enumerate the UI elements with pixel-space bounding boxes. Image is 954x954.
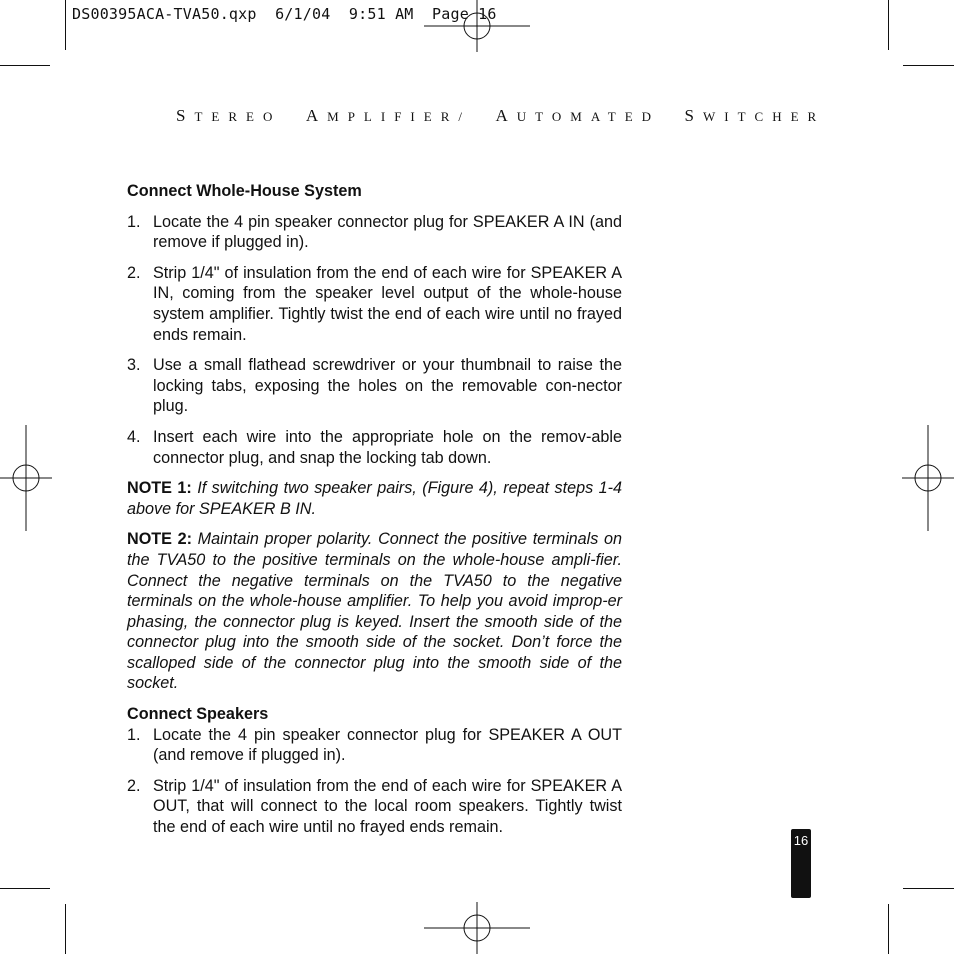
step-text: Locate the 4 pin speaker connector plug for SPEAKER A IN (and remove if plugged in).	[153, 212, 622, 252]
step-number: 1.	[127, 212, 141, 231]
crop-mark-bottom-left-horizontal	[0, 888, 50, 889]
step-text: Locate the 4 pin speaker connector plug for SPEAKER A OUT (and remove if plugged in).	[153, 725, 622, 765]
crop-mark-top-right-horizontal	[903, 65, 954, 66]
page-content	[127, 181, 622, 848]
step-number: 2.	[127, 776, 141, 795]
note-2	[127, 529, 622, 694]
list-item	[127, 725, 622, 766]
note-text: Maintain proper polarity. Connect the positive terminals on the TVA50 to the positive terminals on the whole-house ampli-fier. Connect the negative terminals on the TVA50 to the negative terminals on the whole-house amplifier. To help you avoid improp-er phasing, the connector plug is keyed. Insert the smooth side of the connector plug into the smooth side of the socket. Don’t force the scalloped side of the connector plug into the smooth side of the socket.	[127, 530, 623, 693]
speaker-steps	[127, 725, 622, 838]
registration-mark-left-icon	[0, 425, 52, 531]
registration-mark-top-icon	[424, 0, 530, 52]
crop-mark-bottom-right-vertical	[888, 904, 889, 954]
crop-mark-top-left-horizontal	[0, 65, 50, 66]
crop-mark-bottom-right-horizontal	[903, 888, 954, 889]
list-item	[127, 427, 622, 468]
list-item	[127, 355, 622, 417]
slug-line: DS00395ACA-TVA50.qxp 6/1/04 9:51 AM Page 16	[72, 5, 497, 23]
running-head-cap: A	[305, 106, 328, 125]
list-item	[127, 263, 622, 345]
note-text: If switching two speaker pairs, (Figure 4), repeat steps 1-4 above for SPEAKER B IN.	[127, 479, 623, 518]
running-head-separator: /	[458, 109, 471, 124]
running-head-word: TEREO	[194, 109, 282, 124]
list-item	[127, 776, 622, 838]
whole-house-steps	[127, 212, 622, 469]
registration-mark-bottom-icon	[424, 902, 530, 954]
note-label: NOTE 1:	[127, 479, 192, 498]
note-1	[127, 478, 622, 519]
crop-mark-top-left-vertical	[65, 0, 66, 50]
section-heading-speakers: Connect Speakers	[127, 705, 269, 724]
step-text: Strip 1/4" of insulation from the end of each wire for SPEAKER A IN, coming from the speaker level output of the whole-house system amplifier. Tightly twist the end of each wire until no frayed ends remain.	[153, 263, 622, 344]
step-text: Use a small flathead screwdriver or your thumbnail to raise the locking tabs, exposing the holes on the removable con-nector plug.	[153, 356, 622, 416]
step-number: 3.	[127, 356, 141, 375]
page-number-tab	[791, 829, 811, 898]
step-text: Insert each wire into the appropriate hole on the remov-able connector plug, and snap the locking tab down.	[153, 427, 622, 467]
registration-mark-right-icon	[902, 425, 954, 531]
step-number: 2.	[127, 263, 141, 282]
running-head-word: WITCHER	[703, 109, 826, 124]
step-text: Strip 1/4" of insulation from the end of each wire for SPEAKER A OUT, that will connect to the local room speakers. Tightly twist the end of each wire until no frayed ends remain.	[153, 776, 622, 837]
page-number: 16	[793, 833, 809, 848]
crop-mark-top-right-vertical	[888, 0, 889, 50]
running-head-cap: A	[495, 106, 517, 125]
note-label: NOTE 2:	[127, 530, 193, 549]
running-head-cap: S	[176, 106, 195, 125]
running-head-word: MPLIFIER	[327, 109, 459, 124]
step-number: 4.	[127, 427, 141, 446]
running-head-cap: S	[684, 106, 704, 125]
section-heading-whole-house: Connect Whole-House System	[127, 182, 362, 200]
running-head	[176, 106, 826, 126]
step-number: 1.	[127, 725, 141, 744]
crop-mark-bottom-left-vertical	[65, 904, 66, 954]
running-head-word: UTOMATED	[516, 109, 661, 124]
list-item	[127, 212, 622, 253]
